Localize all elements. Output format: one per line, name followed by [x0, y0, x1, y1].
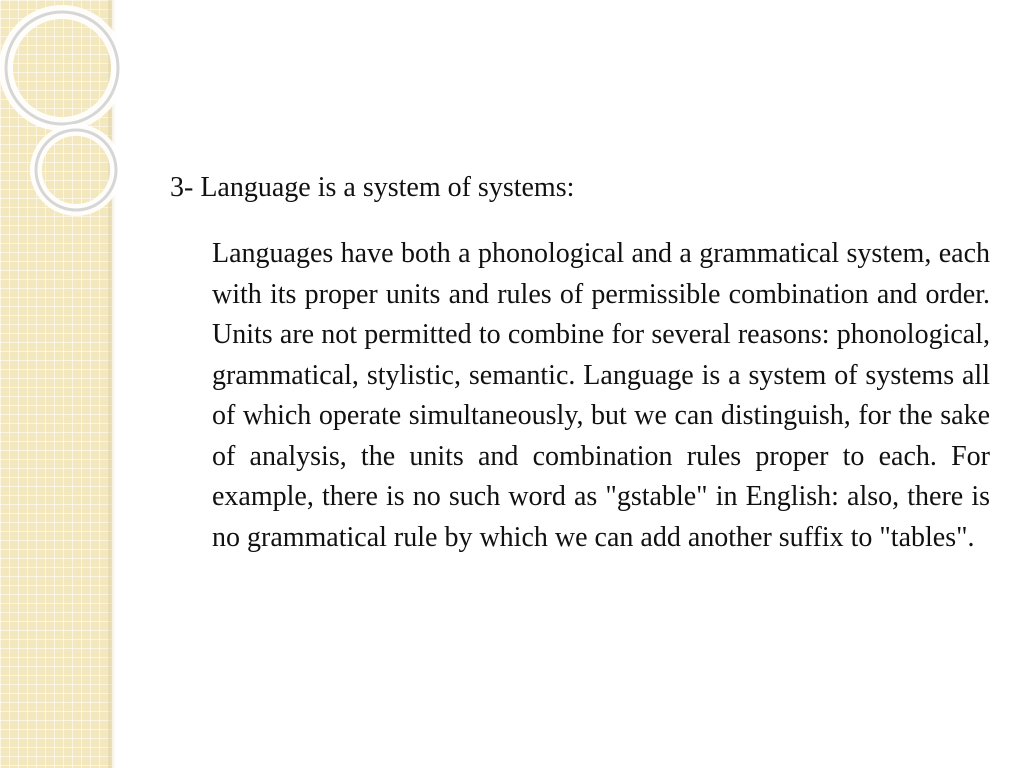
- slide-paragraph: Languages have both a phonological and a grammatical system, each with its proper units and rules of permissible combination and order. Units are not permitted to combine for several reasons: phonological, grammatical, stylistic, semantic. Language is a system of systems all of which operate simultaneously, but we can distinguish, for the sake of analysis, the units and combination rules proper to each. For example, there is no such word as "gstable" in English: also, there is no grammatical rule by which we can add another suffix to "tables".: [212, 238, 990, 553]
- slide-heading: 3- Language is a system of systems:: [170, 172, 575, 203]
- slide-content: [170, 168, 990, 558]
- decorative-rings: [0, 0, 140, 260]
